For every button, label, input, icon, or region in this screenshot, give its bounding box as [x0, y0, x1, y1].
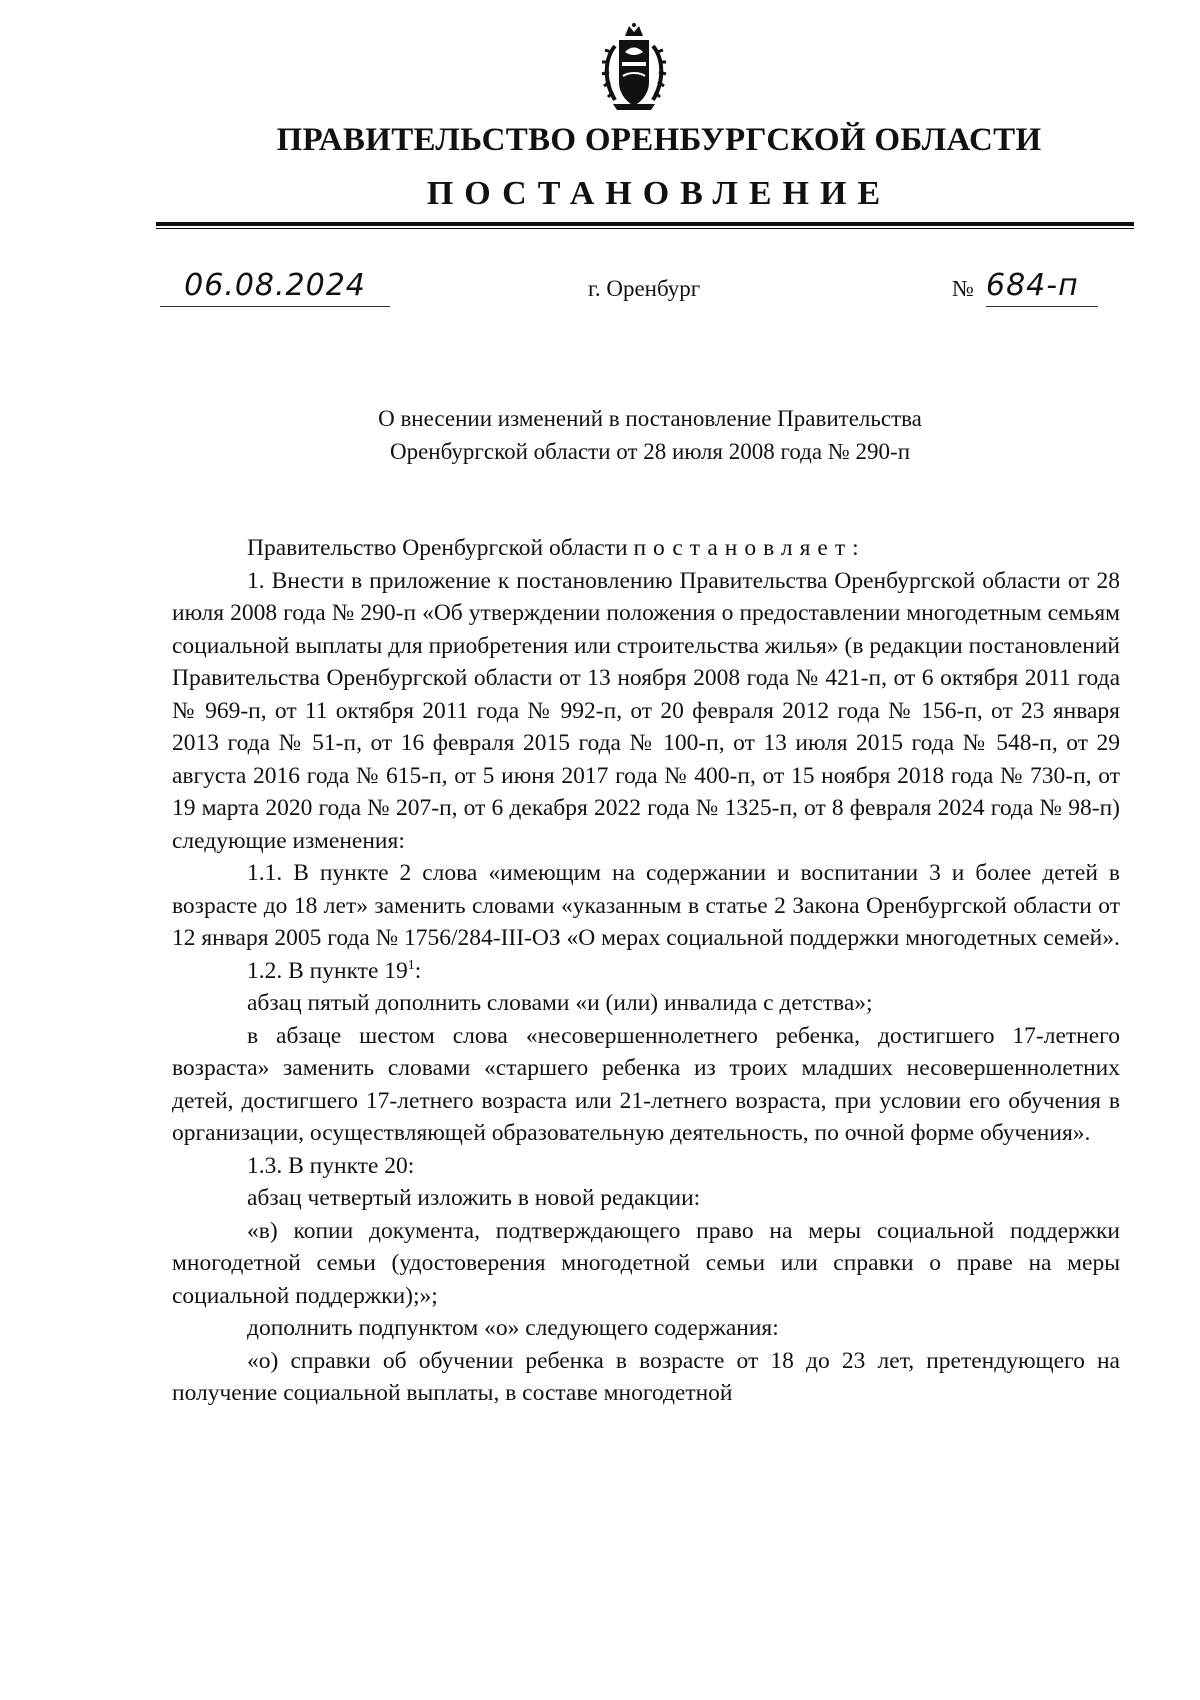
intro-paragraph — [172, 532, 1120, 565]
paragraph-1-1: 1.1. В пункте 2 слова «имеющим на содержании и воспитании 3 и более детей в возрасте до 18 лет» заменить словами «указанным в статье 2 Закона Оренбургской области от 12 января 2005 года № 1756/284-III-ОЗ «О мерах социальной поддержки многодетных семей». — [172, 860, 1120, 951]
subject-line-1: О внесении изменений в постановление Правительства — [378, 406, 922, 431]
document-date: 06.08.2024 — [184, 268, 366, 303]
number-sign: № — [952, 276, 974, 301]
intro-start: Правительство Оренбургской области — [247, 535, 634, 561]
subject-line-2: Оренбургской области от 28 июля 2008 года № 290-п — [389, 439, 911, 464]
paragraph-1-2-b: в абзаце шестом слова «несовершеннолетнего ребенка, достигшего 17-летнего возраста» заменить словами «старшего ребенка из троих младших несовершеннолетних детей, достигшего 17-летнего возраста или 21-летнего возраста, при условии его обучения в организации, осуществляющей образовательную деятельность, по очной форме обучения». — [172, 1022, 1120, 1146]
document-number: 684-п — [986, 268, 1079, 303]
paragraph-1-2-colon: : — [414, 957, 422, 984]
document-body — [172, 532, 1120, 1410]
paragraph-1-3: 1.3. В пункте 20: — [247, 1152, 415, 1179]
header-divider-thin — [156, 228, 1134, 229]
document-subject — [200, 402, 1100, 468]
paragraph-1-3-b: «в) копии документа, подтверждающего право на меры социальной поддержки многодетной семьи (удостоверения многодетной семьи или справки о праве на меры социальной поддержки);»; — [172, 1217, 1120, 1309]
intro-decree-word: постановляет — [633, 535, 853, 561]
paragraph-1-3-c: дополнить подпунктом «о» следующего содержания: — [247, 1315, 779, 1341]
document-type-title: ПОСТАНОВЛЕНИЕ — [426, 175, 892, 212]
document-city: г. Оренбург — [588, 276, 701, 301]
intro-end: : — [852, 535, 859, 561]
paragraph-1-3-a: абзац четвертый изложить в новой редакции: — [247, 1185, 701, 1211]
number-underline — [986, 306, 1098, 307]
date-underline — [160, 306, 390, 307]
header-divider-thick — [156, 222, 1134, 226]
coat-of-arms-emblem — [601, 22, 667, 112]
paragraph-1: 1. Внести в приложение к постановлению Правительства Оренбургской области от 28 июля 2008 года № 290-п «Об утверждении положения о предоставлении многодетным семьям социальной выплаты для приобретения или строительства жилья» (в редакции постановлений Правительства Оренбургской области от 13 ноября 2008 года № 421-п, от 6 октября 2011 года № 969-п, от 11 октября 2011 года № 992-п, от 20 февраля 2012 года № 156-п, от 23 января 2013 года № 51-п, от 16 февраля 2015 года № 100-п, от 13 июля 2015 года № 548-п, от 29 августа 2016 года № 615-п, от 5 июня 2017 года № 400-п, от 15 ноября 2018 года № 730-п, от 19 марта 2020 года № 207-п, от 6 декабря 2022 года № 1325-п, от 8 февраля 2024 года № 98-п) следующие изменения: — [172, 567, 1120, 854]
paragraph-1-2-text: 1.2. В пункте 19 — [247, 957, 408, 984]
paragraph-1-3-d: «о) справки об обучении ребенка в возрасте от 18 до 23 лет, претендующего на получение социальной выплаты, в составе многодетной — [172, 1347, 1120, 1406]
paragraph-1-2-a: абзац пятый дополнить словами «и (или) инвалида с детства»; — [247, 990, 873, 1016]
paragraph-1-2-superscript: 1 — [407, 957, 415, 973]
organization-title: ПРАВИТЕЛЬСТВО ОРЕНБУРГСКОЙ ОБЛАСТИ — [276, 122, 1042, 158]
paragraph-1-2 — [172, 955, 1120, 988]
